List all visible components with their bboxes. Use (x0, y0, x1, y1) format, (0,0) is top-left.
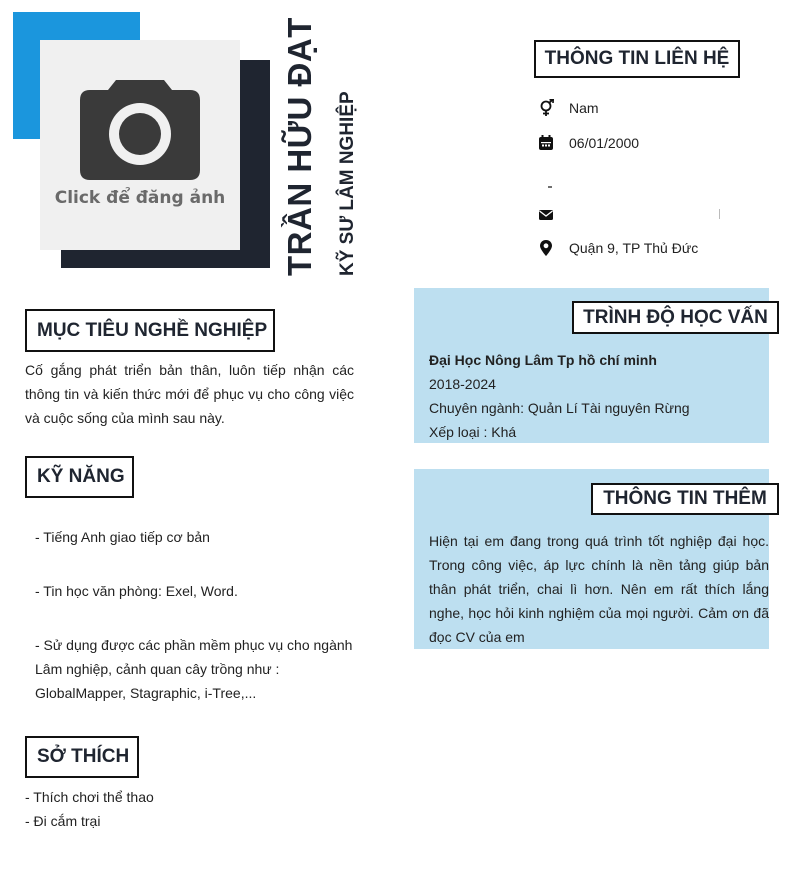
objective-text: Cố gắng phát triển bản thân, luôn tiếp nhận các thông tin và kiến thức mới để phục vụ cho công việc và cuộc sống của mình sau này. (25, 362, 354, 426)
camera-icon[interactable] (80, 72, 200, 180)
skill-item: - Sử dụng được các phần mềm phục vụ cho ngành Lâm nghiệp, cảnh quan cây trồng như : GlobalMapper, Stagraphic, i-Tree,... (35, 637, 353, 701)
education-grade: Xếp loại : Khá (429, 424, 517, 440)
contact-gender: Nam (569, 100, 599, 116)
calendar-icon (537, 134, 555, 152)
email-caret (719, 209, 720, 219)
map-pin-icon (537, 239, 555, 257)
contact-address-row (537, 237, 737, 259)
candidate-name: TRẦN HỮU ĐẠT (281, 17, 318, 276)
education-body (429, 348, 769, 444)
education-school: Đại Học Nông Lâm Tp hồ chí minh (429, 352, 657, 368)
objective-heading: MỤC TIÊU NGHỀ NGHIỆP (25, 309, 275, 352)
gender-icon (537, 99, 555, 117)
contact-heading: THÔNG TIN LIÊN HỆ (534, 40, 740, 78)
skill-item: - Tin học văn phòng: Exel, Word. (35, 583, 238, 599)
photo-upload-caption[interactable]: Click để đăng ảnh (54, 188, 226, 208)
envelope-icon (537, 205, 555, 223)
skills-heading: KỸ NĂNG (25, 456, 134, 498)
additional-heading: THÔNG TIN THÊM (591, 483, 779, 515)
hobbies-heading: SỞ THÍCH (25, 736, 139, 778)
contact-birthday-row (537, 132, 737, 154)
contact-email-row (537, 203, 737, 225)
contact-phone-row (537, 168, 737, 190)
contact-address: Quận 9, TP Thủ Đức (569, 240, 699, 256)
additional-text: Hiện tại em đang trong quá trình tốt nghiệp đại học. Trong công việc, áp lực chính là nền tảng giúp bản thân phát triển, chai lì hơn. Nên em rất thích lắng nghe, học hỏi kinh nghiệm của mọi người. Cảm ơn đã đọc CV của em (429, 533, 769, 645)
education-major: Chuyên ngành: Quản Lí Tài nguyên Rừng (429, 400, 690, 416)
phone-icon (537, 170, 555, 188)
education-years: 2018-2024 (429, 376, 496, 392)
job-title: KỸ SƯ LÂM NGHIỆP (337, 91, 358, 276)
hobby-item: - Đi cắm trại (25, 813, 101, 829)
contact-birthday: 06/01/2000 (569, 135, 640, 151)
skill-item: - Tiếng Anh giao tiếp cơ bản (35, 529, 210, 545)
hobby-item: - Thích chơi thể thao (25, 789, 154, 805)
contact-gender-row (537, 97, 737, 119)
education-heading: TRÌNH ĐỘ HỌC VẤN (572, 301, 779, 334)
